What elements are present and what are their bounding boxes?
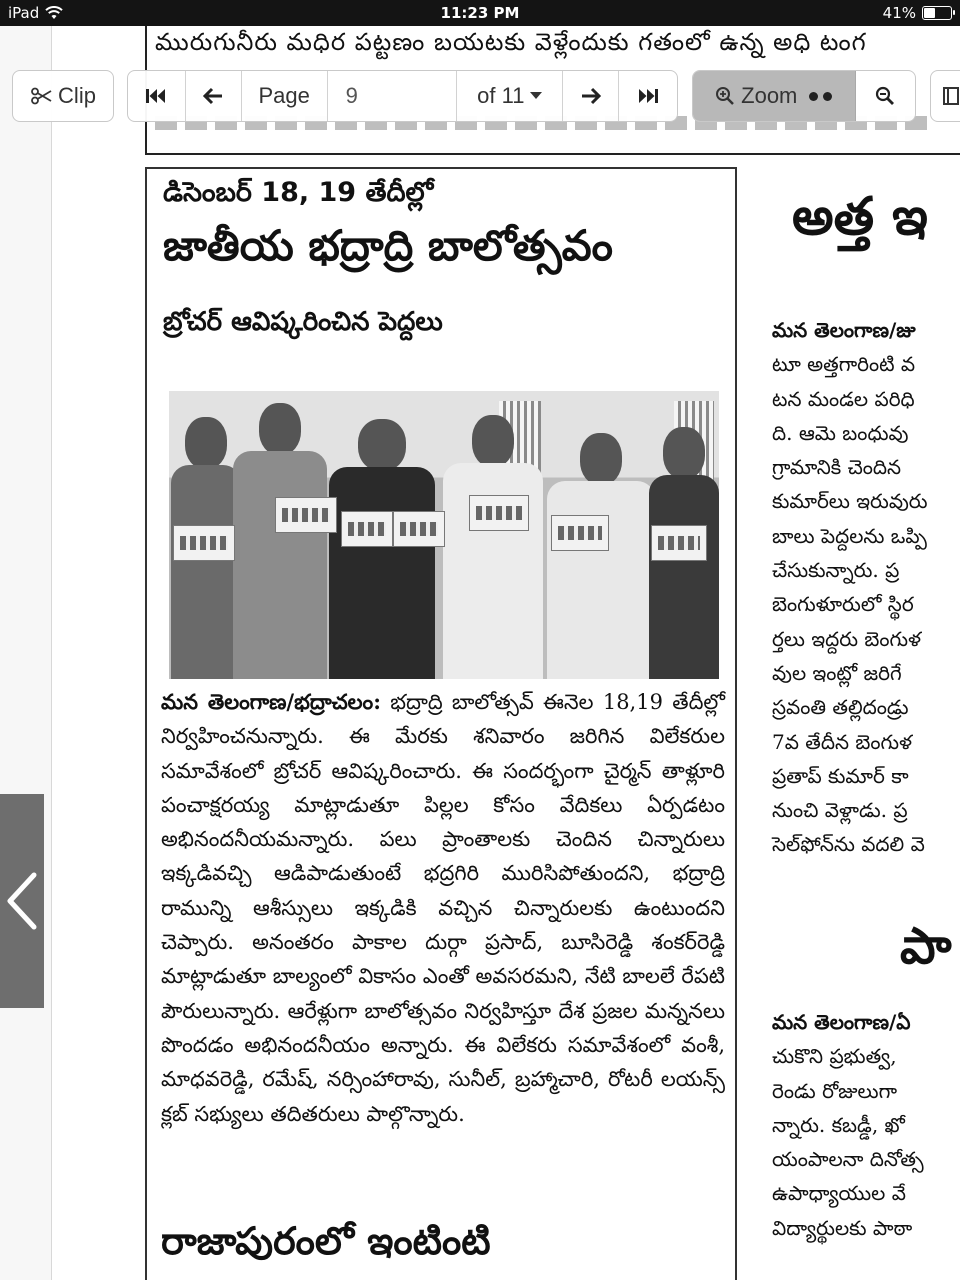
right-article-line: మన తెలంగాణ/జు	[772, 318, 916, 342]
caret-down-icon	[530, 92, 542, 100]
right-article-line: ప్రతాప్ కుమార్ కా	[772, 763, 909, 788]
status-time: 11:23 PM	[440, 4, 520, 22]
photo-person	[329, 419, 435, 679]
status-bar	[0, 0, 960, 26]
brochure	[341, 511, 393, 547]
right-article-line: సెల్‌ఫోన్‌ను వదలి వె	[772, 832, 925, 857]
page-navigation	[127, 70, 678, 122]
brochure	[393, 511, 445, 547]
article-body-text: భద్రాద్రి బాలోత్సవ్ ఈనెల 18,19 తేదీల్లో నిర్వహించనున్నారు. ఈ మేరకు శనివారం జరిగిన విలేకరుల సమావేశంలో బ్రోచర్ ఆవిష్కరించారు. ఈ సందర్భంగా చైర్మన్ తాళ్లూరి పంచాక్షరయ్య మాట్లాడుతూ పిల్లల కోసం వేదికలు ఏర్పడటం అభినందనీయమన్నారు. పలు ప్రాంతాలకు చెందిన చిన్నారులు ఇక్కడివచ్చి ఆడిపాడుతుంటే భద్రగిరి మురిసిపోతుందని, భద్రాద్రి రామున్ని ఆశీస్సులు ఇక్కడికి వచ్చిన చిన్నారులకు ఉంటుందని చెప్పారు. అనంతరం పాకాల దుర్గా ప్రసాద్, బూసిరెడ్డి శంకర్‌రెడ్డి మాట్లాడుతూ బాల్యంలో వికాసం ఎంతో అవసరమని, నేటి బాలలే రేపటి పౌరులున్నారు. ఆరేళ్లుగా బాలోత్సవం నిర్వహిస్తూ దేశ ప్రజల మన్ననలు పొందడం అభినందనీయం అన్నారు. ఈ విలేకరు సమావేశంలో వంశీ, మాధవరెడ్డి, రమేష్, నర్సింహారావు, సునీల్, బ్రహ్మాచారి, రోటరీ లయన్స్ క్లబ్ సభ్యులు తదితరులు పాల్గొన్నారు.	[161, 690, 726, 1126]
right-article	[760, 167, 960, 1280]
first-page-button[interactable]	[128, 71, 186, 121]
first-page-icon	[145, 87, 167, 105]
arrow-right-icon	[581, 87, 601, 105]
scissors-icon	[30, 87, 52, 105]
previous-article-line: మురుగునీరు మధిర పట్టణం బయటకు వెళ్లేందుకు గతంలో ఉన్న అధి టంగ	[155, 28, 867, 56]
article-body	[161, 685, 725, 1131]
zoom-controls	[692, 70, 916, 122]
newspaper-page	[0, 26, 960, 1280]
photo-person	[547, 433, 655, 679]
right-article-headline: అత్త ఇ	[792, 187, 928, 247]
device-label: iPad	[8, 4, 40, 22]
right-second-line: యంపాలనా దినోత్స	[772, 1147, 924, 1172]
right-article-line: చేసుకున్నారు. ప్ర	[772, 558, 900, 583]
previous-page-button[interactable]	[186, 71, 242, 121]
arrow-left-icon	[203, 87, 223, 105]
reader-toolbar	[0, 68, 960, 126]
zoom-out-button[interactable]	[856, 71, 915, 121]
right-article-line: టూ అత్తగారింటి వ	[772, 352, 916, 377]
page-count-label: of 11	[477, 83, 525, 108]
right-second-line: చుకొని ప్రభుత్వ,	[772, 1044, 897, 1069]
brochure	[275, 497, 337, 533]
page-count-dropdown[interactable]	[457, 71, 563, 121]
last-page-button[interactable]	[619, 71, 677, 121]
right-article-line: బాలు పెద్దలను ఒప్పి	[772, 523, 927, 548]
page-label: Page	[242, 71, 328, 121]
right-article-line: స్రవంతి తల్లిదండ్రు	[772, 695, 909, 720]
right-article-line: గ్రామానికి చెందిన	[772, 455, 902, 480]
next-page-button[interactable]	[563, 71, 619, 121]
zoom-in-button[interactable]	[693, 71, 856, 121]
next-article-headline: రాజాపురంలో ఇంటింటి	[161, 1219, 491, 1263]
photo-person	[443, 415, 543, 679]
right-article-body	[772, 313, 960, 862]
main-article	[145, 167, 737, 1280]
article-subhead: బ్రోచర్ ఆవిష్కరించిన పెద్దలు	[163, 307, 443, 337]
article-dateline: మన తెలంగాణ/భద్రాచలం:	[161, 689, 381, 714]
zoom-out-icon	[875, 86, 895, 106]
article-photo	[169, 391, 719, 679]
last-page-icon	[637, 87, 659, 105]
right-article-line: కుమార్‌లు ఇరువురు	[772, 489, 928, 514]
page-margin	[0, 26, 52, 1280]
article-headline: జాతీయ భద్రాద్రి బాలోత్సవం	[163, 221, 613, 270]
right-second-line: ఉపాధ్యాయుల వే	[772, 1181, 906, 1206]
clip-button[interactable]	[12, 70, 114, 122]
chevron-left-icon	[4, 871, 40, 931]
brochure	[551, 515, 609, 551]
right-second-line: న్నారు. కబడ్డీ, ఖో	[772, 1112, 905, 1137]
back-tab[interactable]	[0, 794, 44, 1008]
right-article-line: నుంచి వెళ్లాడు. ప్ర	[772, 798, 908, 823]
layout-button[interactable]	[930, 70, 960, 122]
page-layout-icon	[943, 86, 959, 106]
right-article-line: వుల ఇంట్లో జరిగే	[772, 660, 902, 685]
right-article-line: ది. ఆమె బంధువు	[772, 420, 909, 445]
brochure	[651, 525, 707, 561]
right-second-body	[772, 1005, 960, 1245]
right-article-line: బెంగుళూరులో స్థిర	[772, 592, 914, 617]
right-second-line: రెండు రోజులుగా	[772, 1078, 898, 1103]
page-number-input[interactable]: 9	[328, 71, 458, 121]
battery-icon	[922, 6, 952, 20]
right-second-line: విద్యార్థులకు పాఠా	[772, 1215, 913, 1240]
clip-label: Clip	[58, 83, 96, 108]
right-article-line: 7వ తేదీన బెంగుళ	[772, 729, 912, 754]
brochure	[469, 495, 529, 531]
zoom-label: Zoom	[741, 83, 798, 108]
battery-percent: 41%	[882, 4, 916, 22]
right-article-line: టన మండల పరిధి	[772, 386, 915, 411]
right-second-line: మన తెలంగాణ/ఏ	[772, 1010, 911, 1034]
brochure	[173, 525, 235, 561]
battery-level	[924, 8, 935, 18]
zoom-in-icon	[715, 86, 735, 106]
right-article-line: ర్తలు ఇద్దరు బెంగుళ	[772, 626, 921, 651]
photo-person	[233, 403, 327, 679]
zoom-level-indicator	[809, 92, 832, 101]
right-second-headline: పా	[900, 917, 952, 975]
article-kicker: డిసెంబర్ 18, 19 తేదీల్లో	[163, 177, 434, 208]
status-right	[883, 4, 952, 22]
